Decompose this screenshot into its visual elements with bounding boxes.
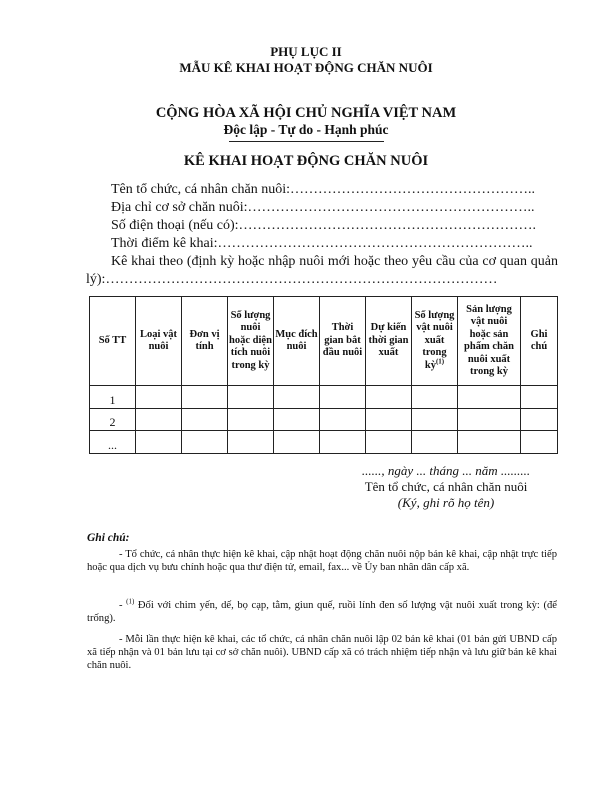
- col-header-expected-export: Dự kiến thời gian xuất: [366, 297, 412, 386]
- footnote-marker: (1): [435, 357, 445, 366]
- table-cell[interactable]: [521, 386, 558, 409]
- country-name: CỘNG HÒA XÃ HỘI CHỦ NGHĨA VIỆT NAM: [155, 105, 457, 121]
- row-number-cell: 2: [90, 408, 136, 431]
- document-title: KÊ KHAI HOẠT ĐỘNG CHĂN NUÔI: [183, 153, 429, 169]
- table-cell[interactable]: [182, 408, 228, 431]
- col-header-unit: Đơn vị tính: [182, 297, 228, 386]
- table-cell[interactable]: [320, 431, 366, 454]
- org-name-field[interactable]: Tên tổ chức, cá nhân chăn nuôi:……………………………………………..: [111, 182, 536, 197]
- col-header-quantity: Số lượng nuôi hoặc diện tích nuôi trong kỳ: [228, 297, 274, 386]
- table-cell[interactable]: [228, 408, 274, 431]
- col-header-no: Số TT: [90, 297, 136, 386]
- table-cell[interactable]: [458, 386, 521, 409]
- table-cell[interactable]: [458, 408, 521, 431]
- declaration-fields: [86, 181, 558, 289]
- table-cell[interactable]: [274, 408, 320, 431]
- note-footnote-marker: (1): [126, 597, 135, 606]
- sign-hint: (Ký, ghi rõ họ tên): [397, 495, 495, 510]
- col-header-purpose: Mục đích nuôi: [274, 297, 320, 386]
- table-row: [90, 386, 558, 409]
- col-header-animal-type: Loại vật nuôi: [136, 297, 182, 386]
- table-cell[interactable]: [228, 431, 274, 454]
- table-cell[interactable]: [521, 431, 558, 454]
- table-cell[interactable]: [320, 408, 366, 431]
- table-cell[interactable]: [228, 386, 274, 409]
- table-header-row: [90, 297, 558, 386]
- livestock-table: [89, 296, 558, 454]
- table-cell[interactable]: [521, 408, 558, 431]
- note-item-2: - $^{(1)}$ Đối với chim yến, dế, bọ cạp, tằm, giun quế, ruồi lính đen số lượng vật nuôi xuất trong kỳ: (để trống).: [87, 597, 557, 624]
- row-number-cell: 1: [90, 386, 136, 409]
- phone-field[interactable]: Số điện thoại (nếu có):……………………………………………………….: [111, 218, 537, 233]
- table-cell[interactable]: [182, 431, 228, 454]
- declare-time-field[interactable]: Thời điểm kê khai:…………………………………………………………..: [111, 236, 533, 251]
- table-cell[interactable]: [136, 386, 182, 409]
- table-cell[interactable]: [412, 431, 458, 454]
- table-cell[interactable]: [182, 386, 228, 409]
- declare-basis-field[interactable]: Kê khai theo (định kỳ hoặc nhập nuôi mới hoặc theo yêu cầu của cơ quan quản: [111, 254, 558, 269]
- appendix-label: PHỤ LỤC II: [270, 44, 342, 59]
- row-number-cell: ...: [90, 431, 136, 454]
- table-cell[interactable]: [366, 408, 412, 431]
- table-cell[interactable]: [366, 431, 412, 454]
- table-cell[interactable]: [136, 408, 182, 431]
- col-header-notes: Ghi chú: [521, 297, 558, 386]
- form-title: MẪU KÊ KHAI HOẠT ĐỘNG CHĂN NUÔI: [179, 60, 433, 75]
- motto-underline: [229, 141, 384, 142]
- signer-name: Tên tổ chức, cá nhân chăn nuôi: [364, 479, 528, 494]
- table-cell[interactable]: [274, 431, 320, 454]
- table-cell[interactable]: [366, 386, 412, 409]
- declare-basis-field-cont[interactable]: lý):…………………………………………………………………………: [86, 272, 498, 287]
- col-header-export-quantity: Số lượng vật nuôi xuất trong kỳ$^{(1)}$: [412, 297, 458, 386]
- note-item-3: - Mỗi lần thực hiện kê khai, các tổ chức, cá nhân chăn nuôi lập 02 bản kê khai (01 bản gửi UBND cấp xã tiếp nhận và 01 bản lưu tại cơ sở chăn nuôi). UBND cấp xã có trách nhiệm tiếp nhận và lưu giữ bản kê khai chăn nuôi.: [87, 634, 557, 671]
- note-item-1: - Tổ chức, cá nhân thực hiện kê khai, cập nhật hoạt động chăn nuôi nộp bản kê khai, cập nhật trực tiếp hoặc qua dịch vụ bưu chính hoặc qua thư điện tử, email, fax... về Ủy ban nhân dân cấp xã.: [87, 549, 557, 573]
- table-cell[interactable]: [320, 386, 366, 409]
- col-header-output: Sản lượng vật nuôi hoặc sản phẩm chăn nuôi xuất trong kỳ: [458, 297, 521, 386]
- table-cell[interactable]: [274, 386, 320, 409]
- date-line: ......, ngày ... tháng ... năm .........: [361, 463, 531, 478]
- national-motto: Độc lập - Tự do - Hạnh phúc: [223, 122, 389, 137]
- table-row: [90, 431, 558, 454]
- table-cell[interactable]: [412, 408, 458, 431]
- table-cell[interactable]: [458, 431, 521, 454]
- address-field[interactable]: Địa chỉ cơ sở chăn nuôi:……………………………………………………..: [111, 200, 535, 215]
- table-row: [90, 408, 558, 431]
- table-cell[interactable]: [136, 431, 182, 454]
- col-header-start-time: Thời gian bắt đầu nuôi: [320, 297, 366, 386]
- notes-title: Ghi chú:: [87, 532, 130, 544]
- table-cell[interactable]: [412, 386, 458, 409]
